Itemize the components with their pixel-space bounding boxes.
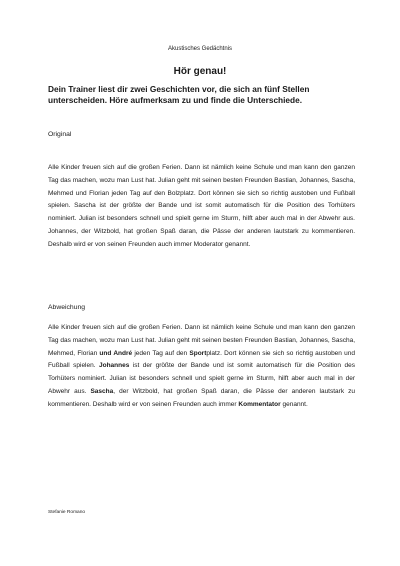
- story-segment: platz. Dort können sie sich so richtig austoben und Fußball spielen.: [48, 349, 355, 370]
- story-segment: ist der größte der Bande und ist somit automatisch für die Position des Torhüters nominiert. Julian ist besonders schnell und spielt gerne im Sturm, hilft aber auch mal in der Abwehr aus.: [48, 362, 355, 395]
- difference-highlight: Kommentator: [238, 400, 281, 408]
- story-segment: , der Witzbold, hat großen Spaß daran, die Pässe der anderen lautstark zu kommentieren. Deshalb wird er von seinen Freunden auch immer: [48, 387, 356, 408]
- story-segment: jeden Tag auf den: [132, 349, 190, 357]
- difference-highlight: und André: [99, 349, 133, 357]
- difference-highlight: Johannes: [99, 362, 130, 370]
- original-story: Alle Kinder freuen sich auf die großen Ferien. Dann ist nämlich keine Schule und man kann den ganzen Tag das machen, wozu man Lust hat. Julian geht mit seinen besten Freunden Bastian, Johannes, Sascha, Mehmed und Florian jeden Tag auf den Bolzplatz. Dort können sie sich so richtig austoben und Fußball spielen. Sascha ist der größte der Bande und ist somit automatisch für die Position des Torhüters nominiert. Julian ist besonders schnell und spielt gerne im Sturm, hilft aber auch mal in der Abwehr aus. Johannes, der Witzbold, hat großen Spaß daran, die Pässe der anderen lautstark zu kommentieren. Deshalb wird er von seinen Freunden auch immer Moderator genannt.: [48, 164, 355, 248]
- variant-story: [48, 322, 355, 412]
- variant-label: Abweichung: [48, 304, 86, 311]
- difference-highlight: Sport: [189, 349, 207, 357]
- instruction-text: Dein Trainer liest dir zwei Geschichten vor, die sich an fünf Stellen unterscheiden. Höre aufmerksam zu und finde die Unterschiede.: [48, 84, 310, 105]
- original-label: Original: [48, 131, 72, 138]
- story-segment: genannt.: [280, 400, 308, 408]
- story-segment: Alle Kinder freuen sich auf die großen Ferien. Dann ist nämlich keine Schule und man kann den ganzen Tag das machen, wozu man Lust hat. Julian geht mit seinen besten Freunden Bastian, Johannes, Sascha, Mehmed, Florian: [48, 324, 355, 357]
- page-title: Hör genau!: [173, 66, 227, 77]
- page-header: Akustisches Gedächtnis: [167, 46, 233, 52]
- author-footer: Stefanie Romano: [48, 510, 86, 515]
- difference-highlight: Sascha: [90, 387, 114, 395]
